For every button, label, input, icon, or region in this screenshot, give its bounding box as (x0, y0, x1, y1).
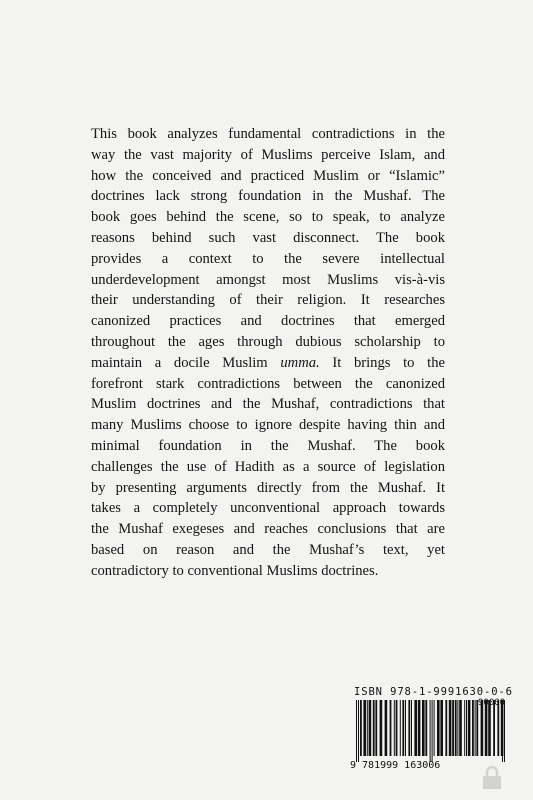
blurb-line: Muslim doctrines and the Mushaf, contradictions that (91, 396, 445, 413)
barcode-bar (411, 700, 412, 756)
barcode-bar (497, 700, 499, 756)
barcode-guard-bar (358, 700, 359, 762)
barcode-bar (466, 700, 467, 756)
blurb-line: contradictory to conventional Muslims doctrines. (91, 562, 379, 579)
blurb-line: throughout the ages through dubious scholarship to (91, 333, 445, 350)
barcode-bar (390, 700, 392, 756)
blurb-line: their understanding of their religion. It researches (91, 292, 445, 309)
blurb-line: forefront stark contradictions between the canonized (91, 375, 445, 392)
barcode-bar (476, 700, 478, 756)
blurb-line: underdevelopment amongst most Muslims vis-à-vis (91, 271, 445, 288)
barcode-bar (363, 700, 366, 756)
barcode-bar (375, 700, 377, 756)
blurb-fragment: maintain a docile Muslim (91, 354, 268, 371)
blurb-line: how the conceived and practiced Muslim or “Islamic” (91, 167, 445, 184)
lock-watermark-icon (478, 765, 506, 791)
barcode-bar (422, 700, 425, 756)
blurb-line: many Muslims choose to ignore despite having thin and (91, 417, 445, 434)
barcode-bar (367, 700, 368, 756)
barcode-bar (373, 700, 375, 756)
blurb-line: the Mushaf exegeses and reaches conclusions that are (91, 521, 445, 538)
barcode-bar (425, 700, 427, 756)
barcode-bar (402, 700, 404, 756)
blurb-line: doctrines lack strong foundation in the Mushaf. The (91, 188, 445, 205)
blurb-line-mixed (91, 353, 445, 374)
barcode-bars (352, 700, 508, 766)
blurb-line: minimal foundation in the Mushaf. The book (91, 437, 445, 454)
barcode-bar (468, 700, 471, 756)
barcode-bar (396, 700, 398, 756)
blurb-line: This book analyzes fundamental contradictions in the (91, 126, 445, 142)
barcode-bar (445, 700, 447, 756)
barcode-guard-bar (356, 700, 357, 762)
blurb-line: provides a context to the severe intellectual (91, 250, 445, 267)
ean-digits: 9 781999 163006 (350, 760, 441, 771)
barcode-bar (434, 700, 435, 756)
barcode-bar (488, 700, 491, 756)
isbn-barcode (350, 686, 513, 772)
barcode-bar (394, 700, 395, 756)
isbn-label: ISBN 978-1-9991630-0-6 (354, 686, 513, 698)
barcode-bar (481, 700, 484, 756)
barcode-bar (452, 700, 454, 756)
blurb-line: by presenting arguments directly from the Mushaf. It (91, 479, 445, 496)
blurb-line: reasons behind such vast disconnect. The book (91, 229, 445, 246)
barcode-bar (464, 700, 465, 756)
blurb-fragment: It brings to the (319, 354, 445, 371)
barcode-bar (408, 700, 410, 756)
barcode-guard-bar (504, 700, 505, 762)
price-code: 90000 (478, 698, 506, 708)
barcode-bar (369, 700, 372, 756)
barcode-guard-bar (430, 700, 431, 762)
barcode-bar (380, 700, 383, 756)
barcode-bar (405, 700, 406, 756)
barcode-bar (485, 700, 488, 756)
blurb-line: canonized practices and doctrines that emerged (91, 313, 445, 330)
blurb-line: way the vast majority of Muslims perceive Islam, and (91, 146, 445, 163)
blurb-italic-word: umma. (280, 354, 320, 371)
barcode-bar (449, 700, 452, 756)
barcode-bar (493, 700, 495, 756)
blurb-line: based on reason and the Mushaf’s text, yet (91, 541, 445, 558)
blurb-text (91, 124, 445, 582)
blurb-line: challenges the use of Hadith as a source of legislation (91, 458, 445, 475)
barcode-bar (437, 700, 440, 756)
blurb-line: takes a completely unconventional approach towards (91, 500, 445, 517)
barcode-bar (414, 700, 417, 756)
blurb-line: book goes behind the scene, so to speak, to analyze (91, 209, 445, 226)
barcode-guard-bar (432, 700, 433, 762)
barcode-bar (418, 700, 421, 756)
barcode-bar (475, 700, 476, 756)
barcode-bar (440, 700, 443, 756)
barcode-bar (455, 700, 457, 756)
barcode-bar (385, 700, 388, 756)
barcode-bar (400, 700, 401, 756)
barcode-bar (472, 700, 474, 756)
barcode-bar (457, 700, 458, 756)
barcode-guard-bar (502, 700, 503, 762)
barcode-bar (459, 700, 462, 756)
barcode-bar (360, 700, 362, 756)
